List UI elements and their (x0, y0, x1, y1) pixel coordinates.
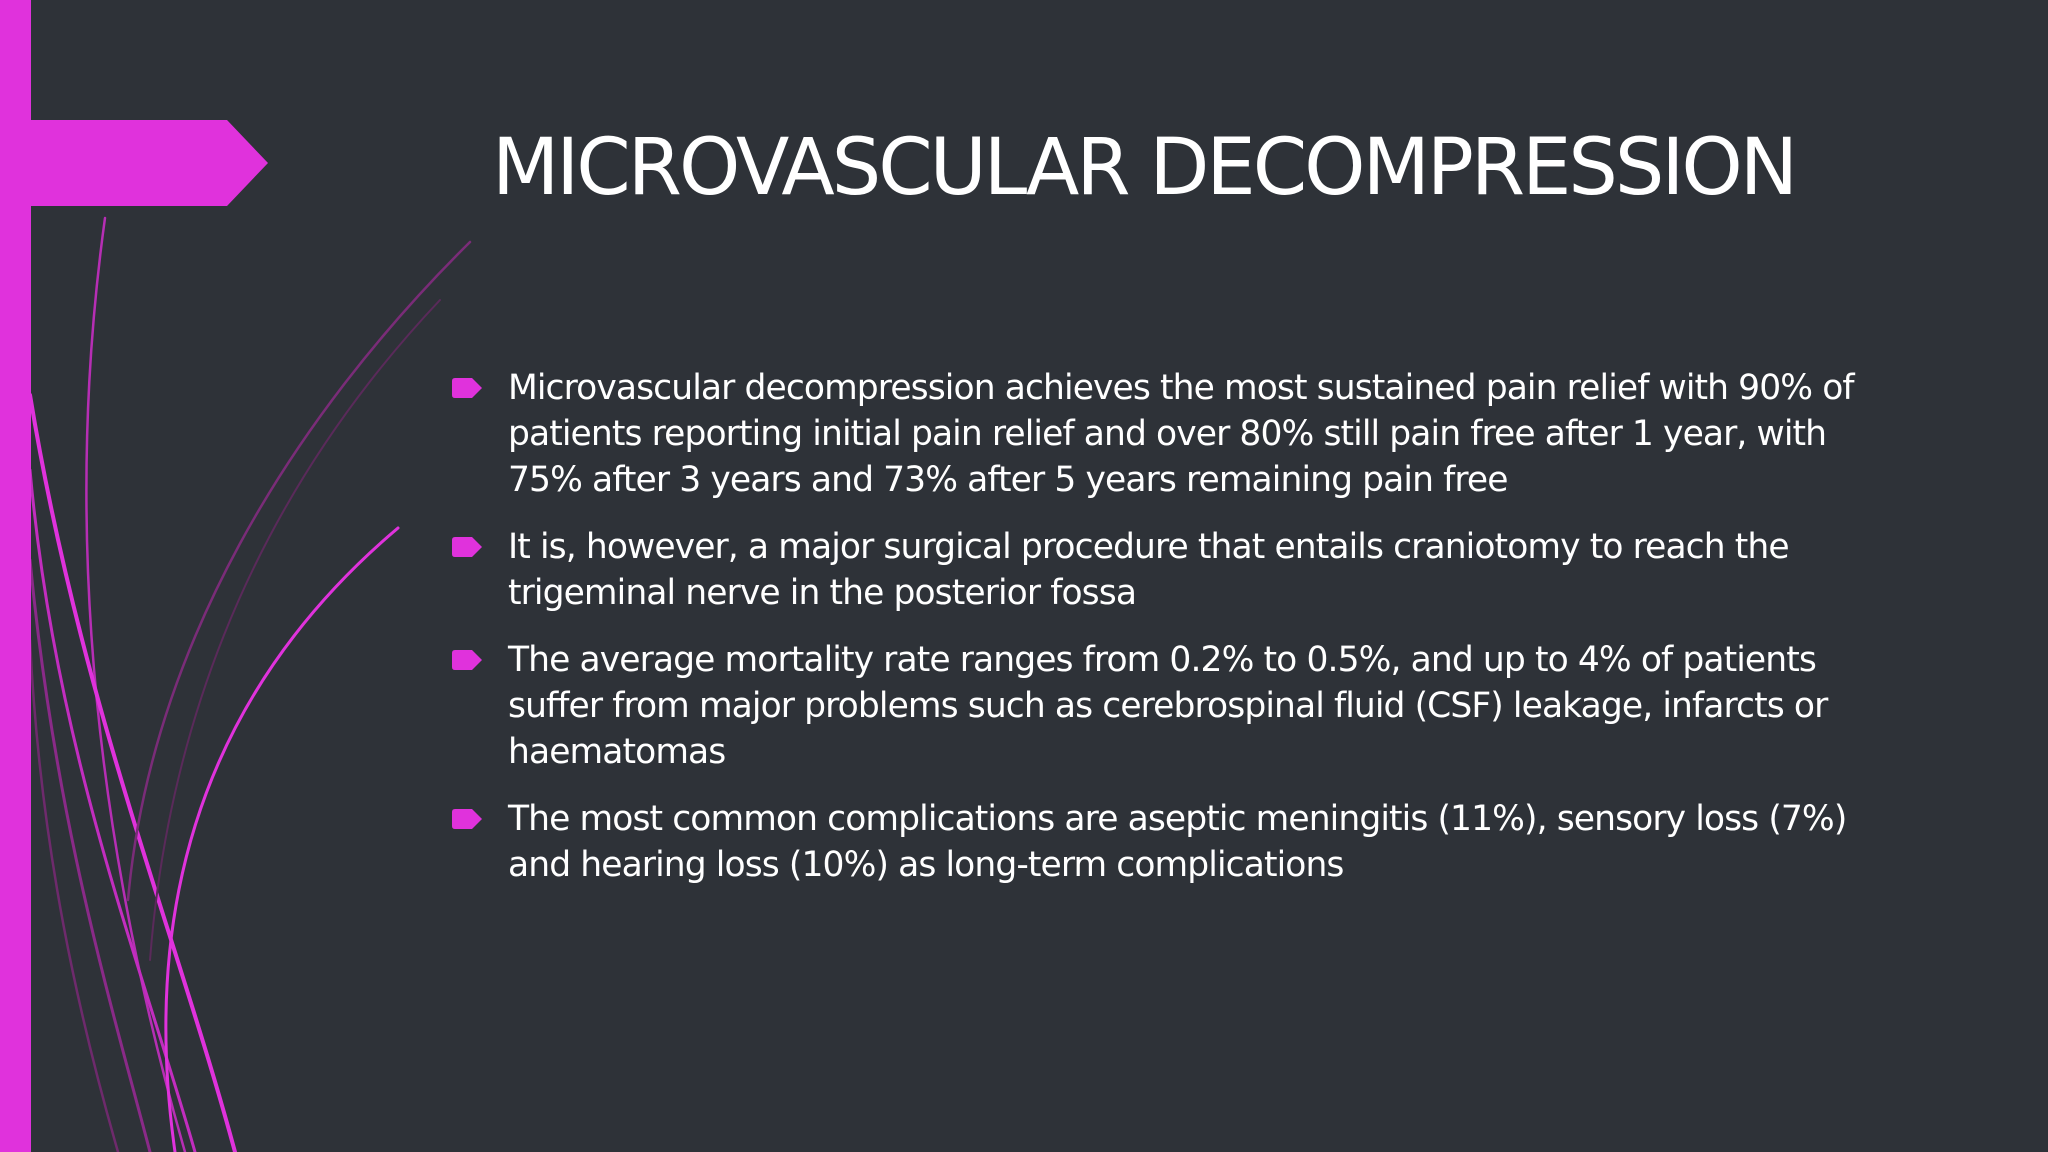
title-arrow-banner (0, 120, 270, 206)
right-pointer-icon (452, 524, 508, 570)
bullet-item (452, 637, 1892, 775)
bullet-item (452, 365, 1892, 503)
bullet-text: The average mortality rate ranges from 0.2% to 0.5%, and up to 4% of patients suffer from major problems such as cerebrospinal fluid (CSF) leakage, infarcts or haematomas (508, 640, 1828, 772)
right-pointer-icon (452, 796, 508, 842)
bullet-item (452, 796, 1892, 888)
right-pointer-icon (452, 637, 508, 683)
bullet-item (452, 524, 1892, 616)
bullet-text: It is, however, a major surgical procedure that entails craniotomy to reach the trigeminal nerve in the posterior fossa (508, 527, 1789, 613)
bullet-text: The most common complications are aseptic meningitis (11%), sensory loss (7%) and hearing loss (10%) as long-term complications (508, 799, 1847, 885)
bullet-list (452, 365, 1892, 909)
right-pointer-icon (452, 365, 508, 411)
bullet-text: Microvascular decompression achieves the most sustained pain relief with 90% of patients reporting initial pain relief and over 80% still pain free after 1 year, with 75% after 3 years and 73% after 5 years remaining pain free (508, 368, 1854, 500)
slide-title: MICROVASCULAR DECOMPRESSION (492, 123, 1796, 213)
